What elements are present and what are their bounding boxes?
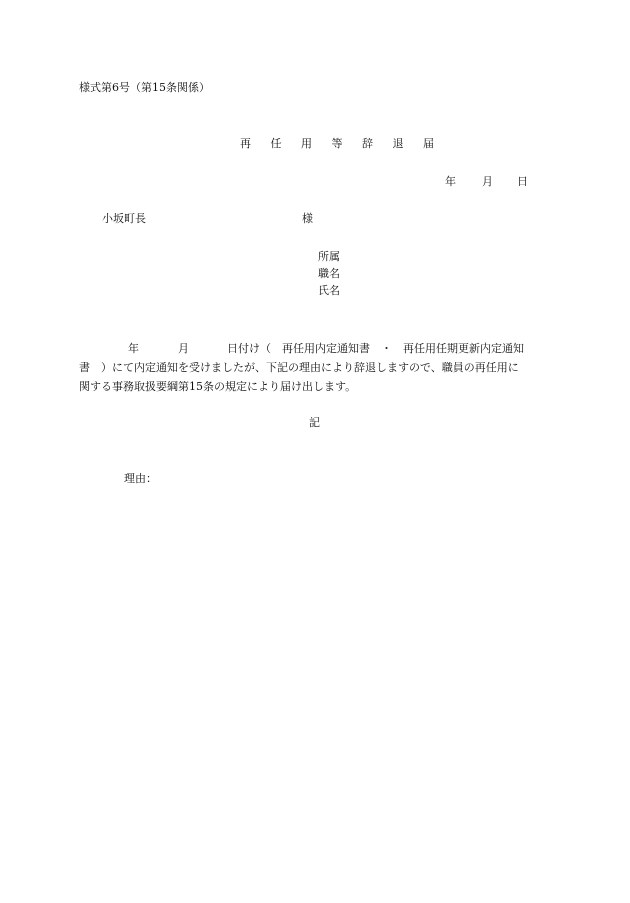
body-line-1-text: 日付け（ 再任用内定通知書 ・ 再任用任期更新内定通知 — [227, 342, 524, 355]
reason-label: 理由： — [124, 472, 157, 485]
position-label: 職名 — [318, 267, 340, 280]
name-label: 氏名 — [318, 284, 340, 297]
form-title-char-1: 再 — [240, 137, 251, 150]
form-title-char-7: 届 — [423, 137, 434, 150]
date-month-label: 月 — [482, 175, 493, 188]
addressee-name: 小坂町長 — [102, 212, 146, 225]
form-number: 様式第6号（第15条関係） — [79, 81, 210, 94]
applicant-labels — [318, 248, 340, 299]
form-title-char-6: 退 — [392, 137, 404, 150]
date-day-label: 日 — [517, 175, 528, 188]
form-title-char-3: 用 — [301, 137, 312, 150]
body-line-2: 書 ）にて内定通知を受けましたが、下記の理由により辞退しますので、職員の再任用に — [79, 362, 519, 373]
form-title-char-5: 辞 — [362, 137, 373, 150]
date-line — [445, 176, 535, 190]
form-title-char-2: 任 — [270, 137, 282, 150]
body-month-label: 月 — [178, 342, 189, 355]
record-mark: 記 — [309, 416, 320, 429]
form-title — [240, 138, 434, 149]
body-line-3: 関する事務取扱要綱第15条の規定により届け出します。 — [79, 381, 357, 392]
form-title-char-4: 等 — [331, 137, 343, 150]
body-year-label: 年 — [128, 342, 139, 355]
addressee-honorific: 様 — [302, 212, 313, 225]
affiliation-label: 所属 — [318, 250, 340, 263]
date-year-label: 年 — [445, 175, 456, 188]
